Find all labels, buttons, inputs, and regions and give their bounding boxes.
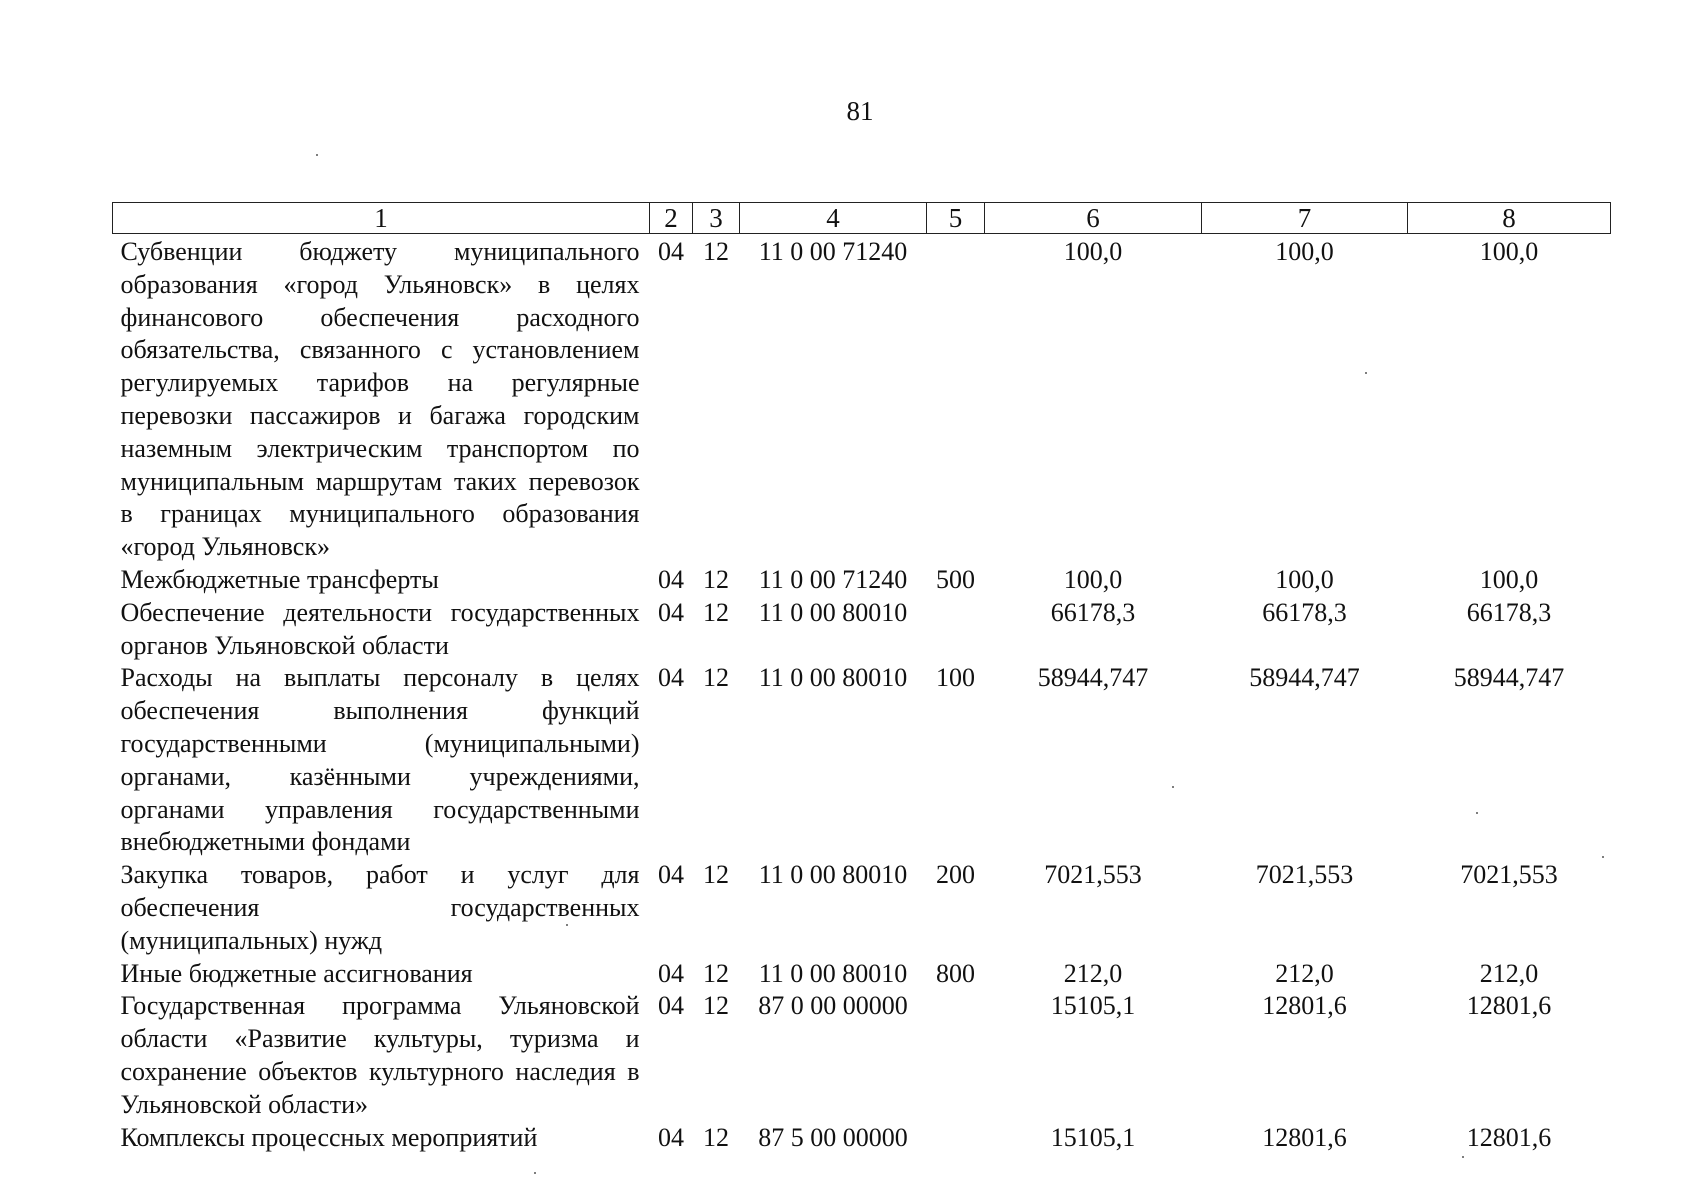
amount-col-8: 58944,747 [1453, 663, 1565, 693]
amount-col-8: 66178,3 [1466, 597, 1552, 627]
section-code: 04 [658, 1122, 684, 1152]
amount-col-7: 58944,747 [1249, 663, 1360, 693]
expense-type-code: 200 [936, 860, 975, 890]
header-cell: 5 [927, 203, 985, 234]
section-code: 04 [658, 597, 684, 627]
header-cell: 6 [985, 203, 1202, 234]
amount-col-8: 212,0 [1479, 958, 1539, 988]
scan-speck [534, 1172, 536, 1174]
expense-type-code [927, 597, 985, 663]
amount-col-8: 100,0 [1479, 237, 1539, 266]
target-article-code: 11 0 00 80010 [758, 663, 908, 693]
amount-col-6: 58944,747 [1037, 663, 1149, 693]
amount-col-8: 100,0 [1479, 564, 1539, 594]
amount-col-6: 100,0 [1063, 564, 1123, 594]
amount-col-6: 212,0 [1063, 958, 1123, 988]
amount-col-7: 7021,553 [1255, 860, 1354, 890]
expense-type-code [927, 990, 985, 1121]
amount-col-7: 100,0 [1275, 237, 1334, 266]
subsection-code: 12 [703, 860, 729, 890]
table-row [113, 597, 1611, 663]
header-cell: 1 [113, 203, 650, 234]
row-description: Комплексы процессных мероприятий [120, 1122, 538, 1152]
amount-col-7: 66178,3 [1262, 597, 1347, 627]
row-description: Иные бюджетные ассигнования [120, 958, 473, 988]
scan-speck [1172, 786, 1174, 788]
amount-col-7: 12801,6 [1262, 1122, 1347, 1152]
subsection-code: 12 [703, 663, 729, 693]
amount-col-7: 12801,6 [1262, 991, 1347, 1021]
subsection-code: 12 [703, 597, 729, 627]
header-cell: 2 [650, 203, 693, 234]
table-row [113, 662, 1611, 859]
expense-type-code: 800 [936, 958, 975, 988]
expense-type-code: 100 [936, 663, 975, 693]
amount-col-7: 100,0 [1275, 564, 1334, 594]
target-article-code: 11 0 00 71240 [758, 237, 908, 266]
subsection-code: 12 [703, 991, 729, 1021]
row-description: Государственная программа Ульяновской области «Развитие культуры, туризма и сохранение объектов культурного наследия в Ульяновской области» [120, 991, 640, 1119]
amount-col-8: 12801,6 [1466, 1122, 1552, 1152]
scan-speck [1602, 856, 1604, 858]
scan-speck [1462, 1156, 1464, 1158]
table-row [113, 990, 1611, 1121]
table-row [113, 1122, 1611, 1155]
subsection-code: 12 [703, 1122, 729, 1152]
target-article-code: 11 0 00 80010 [758, 860, 908, 890]
scan-speck [316, 154, 318, 156]
row-description: Межбюджетные трансферты [120, 564, 439, 594]
header-cell: 3 [693, 203, 740, 234]
amount-col-6: 15105,1 [1050, 1122, 1136, 1152]
amount-col-8: 12801,6 [1466, 991, 1552, 1021]
section-code: 04 [658, 958, 684, 988]
section-code: 04 [658, 237, 684, 266]
header-row [113, 203, 1611, 234]
amount-col-6: 7021,553 [1044, 860, 1142, 890]
expense-type-code [927, 1122, 985, 1155]
amount-col-6: 15105,1 [1050, 991, 1136, 1021]
target-article-code: 11 0 00 80010 [758, 597, 908, 627]
scan-speck [566, 924, 568, 926]
expense-type-code [927, 234, 985, 564]
header-cell: 7 [1202, 203, 1408, 234]
page-number: 81 [846, 96, 874, 126]
subsection-code: 12 [703, 237, 729, 266]
amount-col-6: 100,0 [1063, 237, 1123, 266]
section-code: 04 [658, 860, 684, 890]
table-row [113, 859, 1611, 957]
table-row [113, 234, 1611, 564]
header-cell: 8 [1408, 203, 1611, 234]
section-code: 04 [658, 991, 684, 1021]
row-description: Закупка товаров, работ и услуг для обеспечения государственных (муниципальных) нужд [120, 860, 640, 955]
section-code: 04 [658, 663, 684, 693]
section-code: 04 [658, 564, 684, 594]
target-article-code: 11 0 00 71240 [758, 564, 908, 594]
row-description: Обеспечение деятельности государственных органов Ульяновской области [120, 597, 640, 660]
expense-type-code: 500 [936, 564, 975, 594]
target-article-code: 87 5 00 00000 [758, 1122, 908, 1152]
subsection-code: 12 [703, 958, 729, 988]
table-row [113, 564, 1611, 597]
amount-col-7: 212,0 [1275, 958, 1334, 988]
target-article-code: 87 0 00 00000 [758, 991, 908, 1021]
row-description: Субвенции бюджету муниципального образования «город Ульяновск» в целях финансового обеспечения расходного обязательства, связанного с установлением регулируемых тарифов на регулярные перевозки пассажиров и багажа городским наземным электрическим транспортом по муниципальным маршрутам таких перевозок в границах муниципального образования «город Ульяновск» [120, 237, 640, 562]
target-article-code: 11 0 00 80010 [758, 958, 908, 988]
budget-table [112, 202, 1611, 1154]
subsection-code: 12 [703, 564, 729, 594]
amount-col-6: 66178,3 [1050, 597, 1136, 627]
scan-speck [1476, 812, 1478, 814]
row-description: Расходы на выплаты персоналу в целях обеспечения выполнения функций государственными (муниципальными) органами, казёнными учреждениями, органами управления государственными внебюджетными фондами [120, 663, 640, 857]
table-row [113, 958, 1611, 991]
scan-speck [1365, 372, 1367, 374]
header-cell: 4 [740, 203, 927, 234]
amount-col-8: 7021,553 [1460, 860, 1558, 890]
